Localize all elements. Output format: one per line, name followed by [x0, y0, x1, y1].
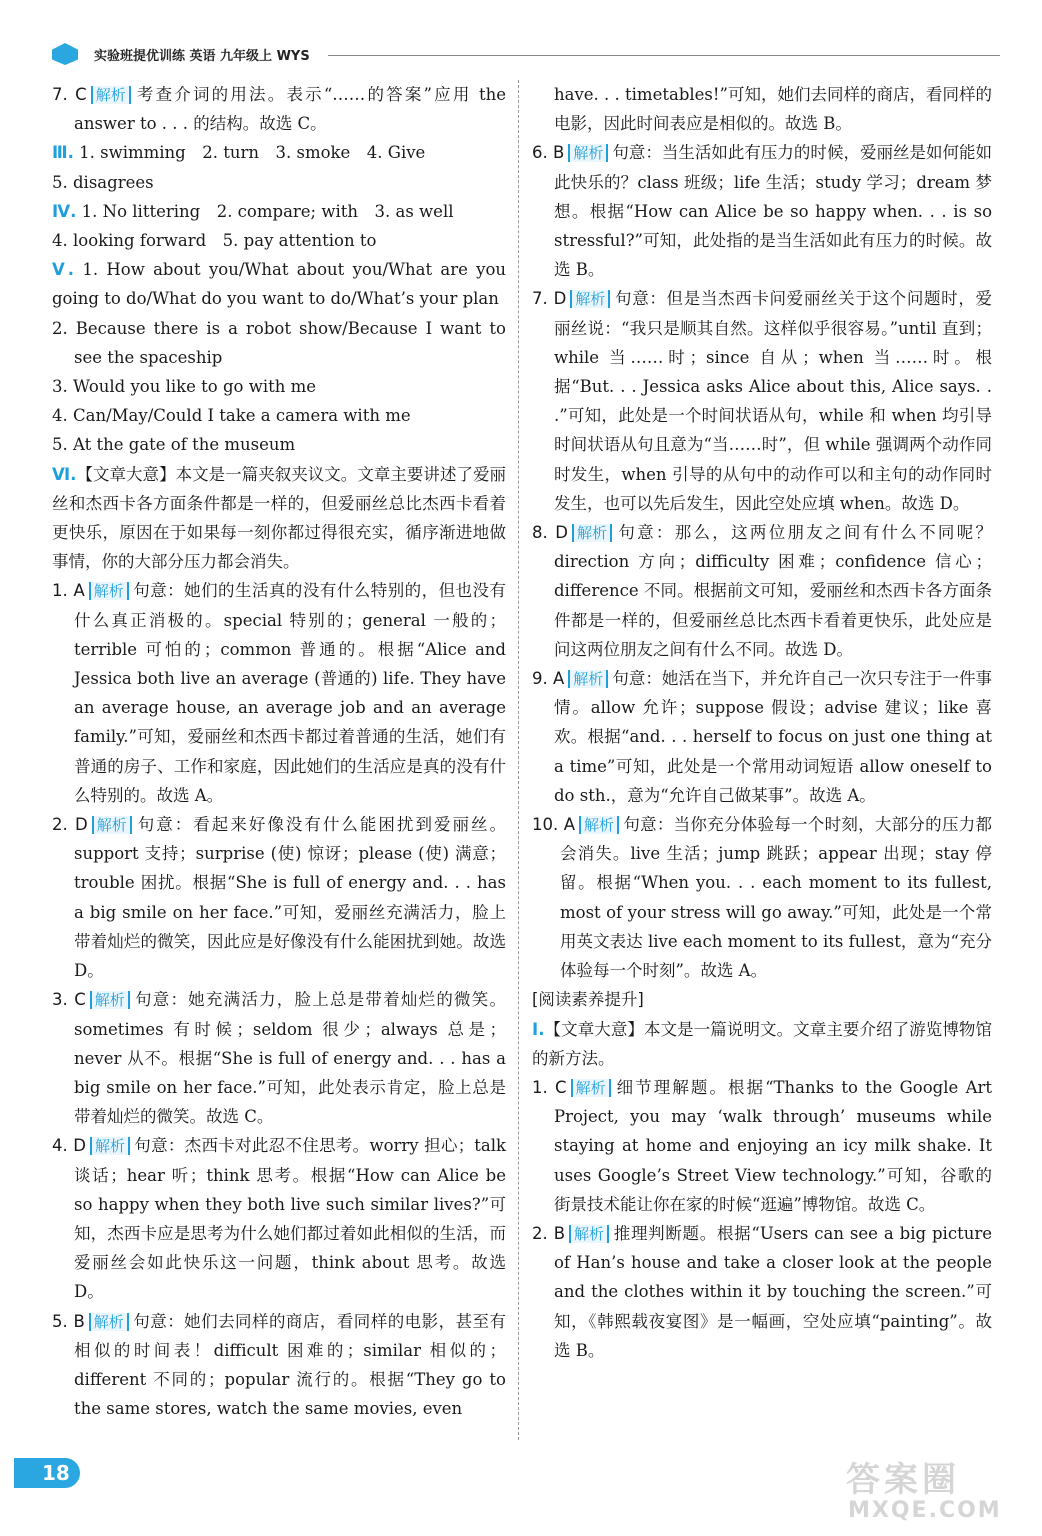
section-reading-heading: [阅读素养提升]: [532, 990, 644, 1010]
analysis-tag: 解析: [569, 1225, 609, 1243]
page-header: [40, 40, 1000, 70]
answer-6: 6. B 解析 句意：当生活如此有压力的时候，爱丽丝是如何能如此快乐的？class 班级；life 生活；study 学习；dream 梦想。根据“How can Alice be so happy when. . . is so stressful?”可知，此处指的是当生活如此有压力的时候。故选 B。: [532, 143, 993, 280]
analysis-tag: 解析: [91, 86, 131, 104]
section-4-line-2: 4. looking forward 5. pay attention to: [52, 231, 377, 251]
section-4-line-1: Ⅳ. 1. No littering 2. compare; with 3. as well: [52, 201, 454, 221]
analysis-tag: 解析: [568, 670, 608, 688]
watermark-url: MXQE.COM: [848, 1498, 1002, 1523]
header-rule: [328, 55, 1000, 56]
watermark-logo: [838, 1452, 1008, 1528]
reading-1-summary: Ⅰ.【文章大意】本文是一篇说明文。文章主要介绍了游览博物馆的新方法。: [532, 1019, 992, 1068]
analysis-tag: 解析: [572, 524, 612, 542]
answer-1: 1. A 解析 句意：她们的生活真的没有什么特别的，但也没有什么真正消极的。special 特别的；general 一般的；terrible 可怕的；common 普通的。根据“Alice and Jessica both live an average (普通的) life. They have an average house, an average job and an average family.”可知，爱丽丝和杰西卡都过着普通的生活，她们有普通的房子、工作和家庭，因此她们的生活应是真的没有什么特别的。故选 A。: [52, 581, 507, 805]
section-3-line-2: 5. disagrees: [52, 172, 154, 192]
book-logo-icon: [52, 43, 78, 65]
analysis-tag: 解析: [570, 290, 610, 308]
answer-4: 4. D 解析 句意：杰西卡对此忍不住思考。worry 担心；talk 谈话；hear 听；think 思考。根据“How can Alice be so happy when they both live such similar lives?”可知，杰西卡应是思考为什么她们都过着如此相似的生活，而爱丽丝会如此快乐这一问题，think about 思考。故选 D。: [52, 1136, 506, 1302]
analysis-tag: 解析: [92, 816, 132, 834]
answer-2: 2. D 解析 句意：看起来好像没有什么能困扰到爱丽丝。support 支持；surprise (使) 惊讶；please (使) 满意；trouble 困扰。根据“She is full of energy and. . . has a big smile on her face.”可知，爱丽丝充满活力，脸上带着灿烂的微笑，因此应是好像没有什么能困扰到她。故选 D。: [52, 815, 507, 981]
analysis-tag: 解析: [90, 1137, 130, 1155]
analysis-tag: 解析: [90, 991, 130, 1009]
section-5-item-4: 4. Can/May/Could I take a camera with me: [52, 406, 411, 426]
section-5-item-3: 3. Would you like to go with me: [52, 377, 317, 397]
analysis-tag: 解析: [579, 816, 619, 834]
answer-10: 10. A 解析 句意：当你充分体验每一个时刻，大部分的压力都会消失。live 生活；jump 跳跃；appear 出现；stay 停留。根据“When you. . . each moment to its fullest, most of your stress will go away.”可知，此处是一个常用英文表达 live each moment to its fullest，意为“充分体验每一个时刻”。故选 A。: [532, 815, 992, 981]
answer-7: 7. C 解析 考查介词的用法。表示“……的答案”应用 the answer to . . . 的结构。故选 C。: [52, 85, 506, 134]
analysis-tag: 解析: [89, 582, 129, 600]
left-column: [52, 80, 506, 1423]
column-divider: [518, 80, 519, 1440]
answer-7-right: 7. D 解析 句意：但是当杰西卡问爱丽丝关于这个问题时，爱丽丝说：“我只是顺其自然。这样似乎很容易。”until 直到；while 当……时；since 自从；when 当……时。根据“But. . . Jessica asks Alice about this, Alice says. . .”可知，此处是一个时间状语从句，while 和 when 均引导时间状语从句且意为“当……时”，但 while 强调两个动作同时发生，when 引导的从句中的动作可以和主句的动作同时发生，也可以先后发生，因此空处应填 when。故选 D。: [532, 289, 992, 513]
answer-8: 8. D 解析 句意：那么，这两位朋友之间有什么不同呢？direction 方向；difficulty 困难；confidence 信心；difference 不同。根据前文可知，爱丽丝和杰西卡各方面条件都是一样的，但爱丽丝总比杰西卡看着更快乐，此处应是问这两位朋友之间有什么不同。故选 D。: [532, 523, 992, 659]
analysis-tag: 解析: [89, 1313, 129, 1331]
page-number-badge: [14, 1458, 80, 1488]
right-column: [532, 80, 992, 1365]
answer-9: 9. A 解析 句意：她活在当下，并允许自己一次只专注于一件事情。allow 允许；suppose 假设；advise 建议；like 喜欢。根据“and. . . herself to focus on just one thing at a time”可知，此处是一个常用动词短语 allow oneself to do sth.，意为“允许自己做某事”。故选 A。: [532, 669, 993, 805]
analysis-tag: 解析: [571, 1079, 611, 1097]
section-5-item-5: 5. At the gate of the museum: [52, 435, 296, 455]
answer-3: 3. C 解析 句意：她充满活力，脸上总是带着灿烂的微笑。sometimes 有时候；seldom 很少；always 总是；never 从不。根据“She is full of energy and. . . has a big smile on her face.”可知，此处表示肯定，脸上总是带着灿烂的微笑。故选 C。: [52, 990, 507, 1127]
section-6-summary: Ⅵ.【文章大意】本文是一篇夹叙夹议文。文章主要讲述了爱丽丝和杰西卡各方面条件都是一样的，但爱丽丝总比杰西卡看着更快乐，原因在于如果每一刻你都过得很充实，循序渐进地做事情，你的大部分压力都会消失。: [52, 464, 507, 572]
section-3-line-1: Ⅲ. 1. swimming 2. turn 3. smoke 4. Give: [52, 143, 426, 163]
answer-5-continued: have. . . timetables!”可知，她们去同样的商店，看同样的电影，因此时间表应是相似的。故选 B。: [554, 85, 992, 134]
answer-b1: 1. C 解析 细节理解题。根据“Thanks to the Google Art Project, you may ‘walk through’ museums while staying at home and enjoying an icy milk shake. It uses Google’s Street View technology.”可知，谷歌的街景技术能让你在家的时候“逛遍”博物馆。故选 C。: [532, 1077, 992, 1214]
section-5-item-1: Ⅴ. 1. How about you/What about you/What are you going to do/What do you want to do/What’s your plan: [52, 260, 506, 309]
answer-5: 5. B 解析 句意：她们去同样的商店，看同样的电影，甚至有相似的时间表！difficult 困难的；similar 相似的；different 不同的；popular 流行的。根据“They go to the same stores, watch the same movies, even: [52, 1311, 507, 1419]
answer-b2: 2. B 解析 推理判断题。根据“Users can see a big picture of Han’s house and take a closer look at the people and the clothes within it by touching the screen.”可知，《韩熙载夜宴图》是一幅画，空处应填“painting”。故选 B。: [532, 1223, 992, 1360]
analysis-tag: 解析: [568, 144, 608, 162]
section-5-item-2: 2. Because there is a robot show/Because I want to see the spaceship: [52, 318, 506, 367]
watermark-title: 答案圈: [846, 1460, 960, 1500]
header-title: 实验班提优训练 英语 九年级上 WYS: [94, 49, 310, 64]
page-number: 18: [42, 1461, 70, 1485]
